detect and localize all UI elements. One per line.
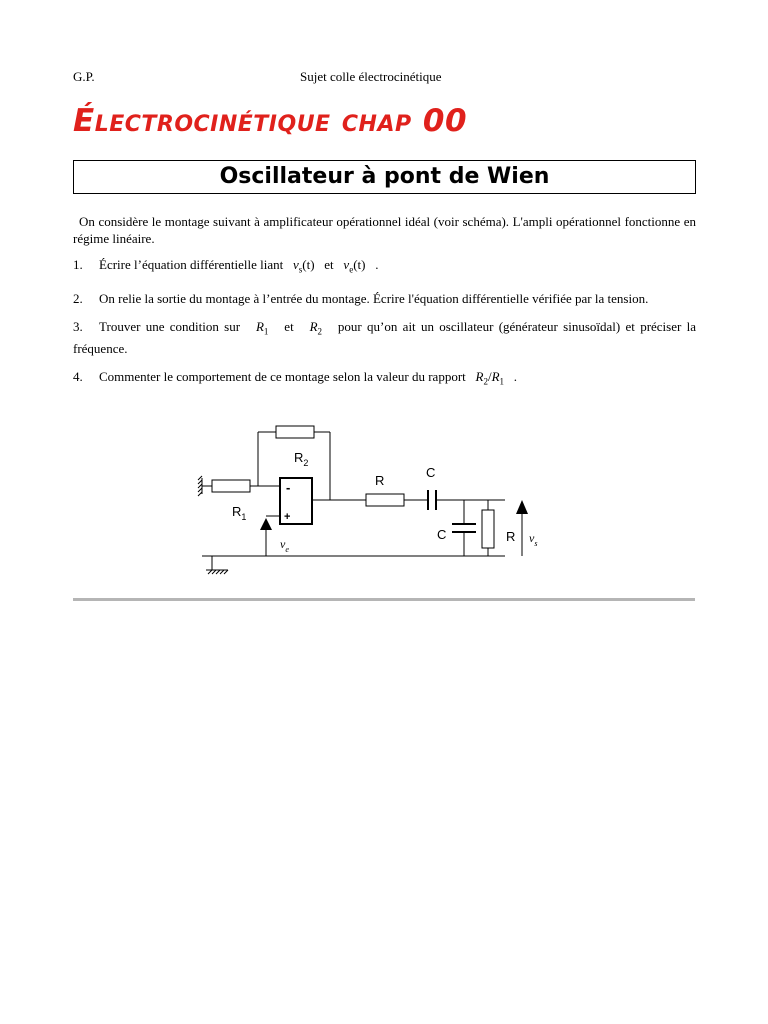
chapter-number: 00 [422,103,468,139]
question-end: . [375,257,379,272]
question-end: . [513,369,518,385]
header-author: G.P. [73,69,95,84]
wien-bridge-circuit-diagram [190,418,550,583]
question-number: 3. [73,318,83,334]
vs-arrowhead [516,500,528,514]
page-divider [73,598,695,601]
var-ve: $v_e(t)$ [343,257,366,275]
label-c-parallel: C [437,527,447,542]
question-text: On relie la sortie du montage à l’entrée du montage. Écrire l'équation différentielle vérifiée par la tension. [99,290,649,306]
label-r-series: R [375,473,385,488]
question-text: Trouver une condition sur [99,318,241,334]
question-number: 4. [73,369,83,385]
question-text: Commenter le comportement de ce montage selon la valeur du rapport [99,369,466,385]
hatch-line [198,484,202,488]
chapter-chap-word: CHAP [341,112,412,137]
header-subject: Sujet colle électrocinétique [300,69,442,84]
label-vs: $v_s$ [529,531,538,548]
exercise-content [73,213,696,391]
var-vs: $v_s(t)$ [292,257,315,275]
hatch-line [198,492,202,496]
resistor-r-series [366,494,404,506]
label-c-series: C [426,465,436,480]
question-number: 1. [73,257,83,272]
question-conj: et [324,257,334,272]
resistor-r2 [276,426,314,438]
chapter-first-letter: É [73,103,95,139]
question-text: Écrire l’équation différentielle liant [99,257,284,272]
var-r2: $R_2$ [309,318,323,337]
label-r2: $R_2$ [294,450,309,468]
chapter-title [73,103,467,139]
question-2 [73,290,696,307]
chapter-word: LECTROCINÉTIQUE [94,112,331,137]
page-header [73,69,696,87]
intro-paragraph: On considère le montage suivant à amplificateur opérationnel idéal (voir schéma). L'ampli opérationnel fonctionne en régime linéaire. [73,214,696,246]
hatch-line [198,476,202,480]
op-amp-plus: + [284,511,291,523]
label-ve: $v_e$ [280,537,289,554]
ratio-r2-r1: $R_2/R_1$ [475,369,505,387]
ve-arrowhead [260,518,272,530]
resistor-r1 [212,480,250,492]
hatch-line [198,488,202,492]
question-text-continued: pour qu’on ait un oscillateur (générateur sinusoïdal) et préciser la fréquence. [73,318,697,357]
question-number: 2. [73,290,83,306]
op-amp-minus: - [286,480,291,495]
label-r1: $R_1$ [232,504,247,522]
question-1 [73,256,696,279]
question-conj: et [284,318,294,334]
resistor-r-parallel [482,510,494,548]
label-r-parallel: R [506,529,516,544]
exercise-title: Oscillateur à pont de Wien [73,160,696,194]
var-r1: $R_1$ [255,318,269,337]
hatch-line [198,480,202,484]
question-4 [73,368,696,391]
question-3 [73,318,696,358]
